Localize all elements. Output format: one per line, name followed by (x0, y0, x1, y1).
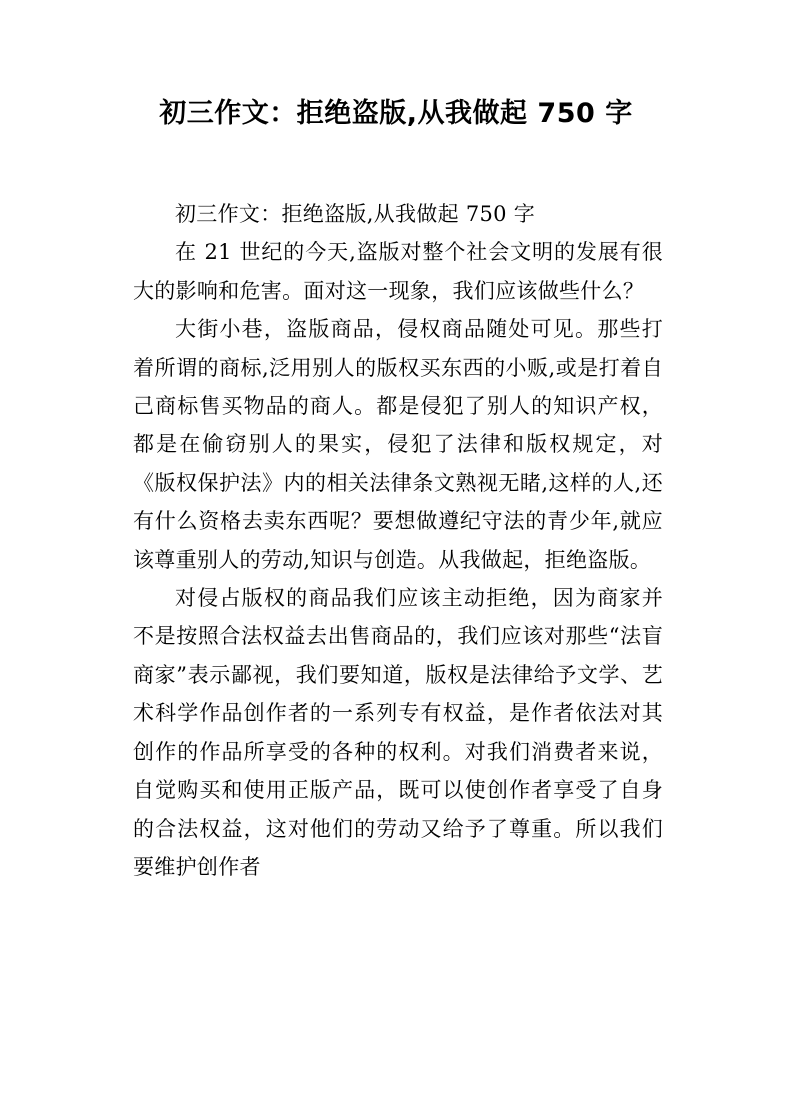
paragraph-heading-repeat: 初三作文：拒绝盗版,从我做起 750 字 (175, 202, 536, 226)
paragraph-reject-infringement: 对侵占版权的商品我们应该主动拒绝，因为商家并不是按照合法权益去出售商品的，我们应该对那些“法盲商家”表示鄙视，我们要知道，版权是法律给予文学、艺术科学作品创作者的一系列专有权益，是作者依法对其创作的作品所享受的各种的权利。对我们消费者来说，自觉购买和使用正版产品，既可以使创作者享受了自身的合法权益，这对他们的劳动又给予了尊重。所以我们要维护创作者 (133, 586, 663, 879)
document-body (133, 195, 663, 886)
paragraph-piracy-everywhere: 大街小巷，盗版商品，侵权商品随处可见。那些打着所谓的商标,泛用别人的版权买东西的小贩,或是打着自己商标售买物品的商人。都是侵犯了别人的知识产权，都是在偷窃别人的果实，侵犯了法律和版权规定，对《版权保护法》内的相关法律条文熟视无睹,这样的人,还有什么资格去卖东西呢？要想做遵纪守法的青少年,就应该尊重别人的劳动,知识与创造。从我做起，拒绝盗版。 (133, 317, 663, 572)
document-title: 初三作文：拒绝盗版,从我做起 750 字 (159, 98, 633, 129)
paragraph-intro: 在 21 世纪的今天,盗版对整个社会文明的发展有很大的影响和危害。面对这一现象，我们应该做些什么？ (133, 240, 663, 303)
